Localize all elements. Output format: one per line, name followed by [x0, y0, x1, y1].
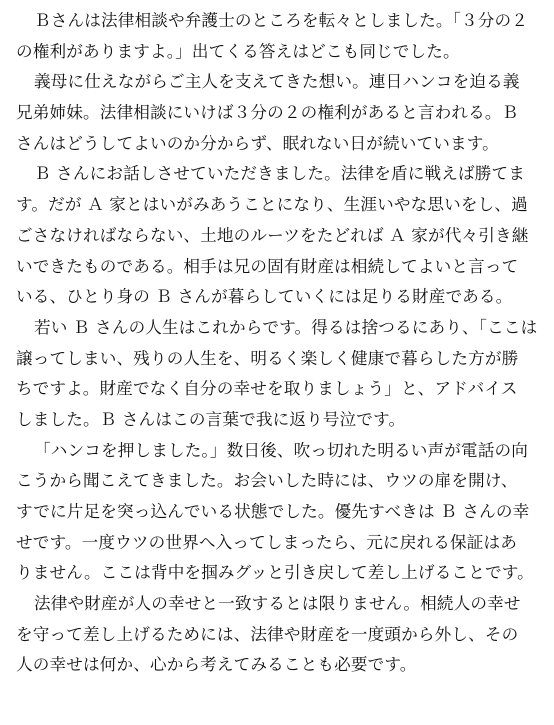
paragraph-1 [16, 6, 538, 67]
text-line: しました。Ｂ さんはこの言葉で我に返り号泣です。 [16, 409, 406, 429]
text-line: 人の幸せは何か、心から考えてみることも必要です。 [16, 655, 417, 675]
paragraph-3 [16, 159, 538, 312]
text-line: 譲ってしまい、残りの人生を、明るく楽しく健康で暮らした方が勝 [16, 348, 519, 368]
text-line: 義母に仕えながらご主人を支えてきた想い。連日ハンコを迫る義 [34, 72, 520, 92]
text-line: 兄弟姉妹。法律相談にいけば３分の２の権利があると言われる。Ｂ [16, 103, 519, 123]
paragraph-6 [16, 589, 538, 681]
text-line: 「ハンコを押しました。」数日後、吹っ切れた明るい声が電話の向 [34, 440, 529, 460]
text-line: せです。一度ウツの世界へ入ってしまったら、元に戻れる保証はあ [16, 532, 517, 552]
text-line: す。だが Ａ 家とはいがみあうことになり、生涯いやな思いをし、過 [16, 195, 528, 215]
text-line: こうから聞こえてきました。お会いした時には、ウツの扉を開け、 [16, 471, 518, 491]
text-line: さんはどうしてよいのか分からず、眠れない日が続いています。 [16, 133, 499, 153]
text-line: の権利がありますよ。」出てくる答えはどこも同じでした。 [16, 41, 460, 61]
text-line: いできたものである。相手は兄の固有財産は相続してよいと言って [16, 256, 519, 276]
text-line: Ｂさんは法律相談や弁護士のところを転々としました。「３分の２ [34, 11, 529, 30]
text-line: ちですよ。財産でなく自分の幸せを取りましょう」と、アドバイス [16, 379, 518, 399]
text-line: を守って差し上げるためには、法律や財産を一度頭から外し、その [16, 624, 519, 644]
text-line: 法律や財産が人の幸せと一致するとは限りません。相続人の幸せ [34, 594, 521, 614]
paragraph-5 [16, 436, 538, 589]
text-line: Ｂ さんにお話しさせていただきました。法律を盾に戦えば勝てま [34, 164, 525, 184]
text-line: すでに片足を突っ込んでいる状態でした。優先すべきは Ｂ さんの幸 [16, 502, 530, 521]
text-line: りません。ここは背中を掴みグッと引き戻して差し上げることです。 [16, 563, 534, 583]
text-line: ごさなければならない、土地のルーツをたどれば Ａ 家が代々引き継 [16, 225, 529, 245]
paragraph-2 [16, 67, 538, 159]
text-line: いる、ひとり身の Ｂ さんが暮らしていくには足りる財産である。 [16, 287, 513, 307]
text-line: 若い Ｂ さんの人生はこれからです。得るは捨つるにあり、「ここは [34, 317, 538, 337]
paragraph-4 [16, 313, 538, 436]
